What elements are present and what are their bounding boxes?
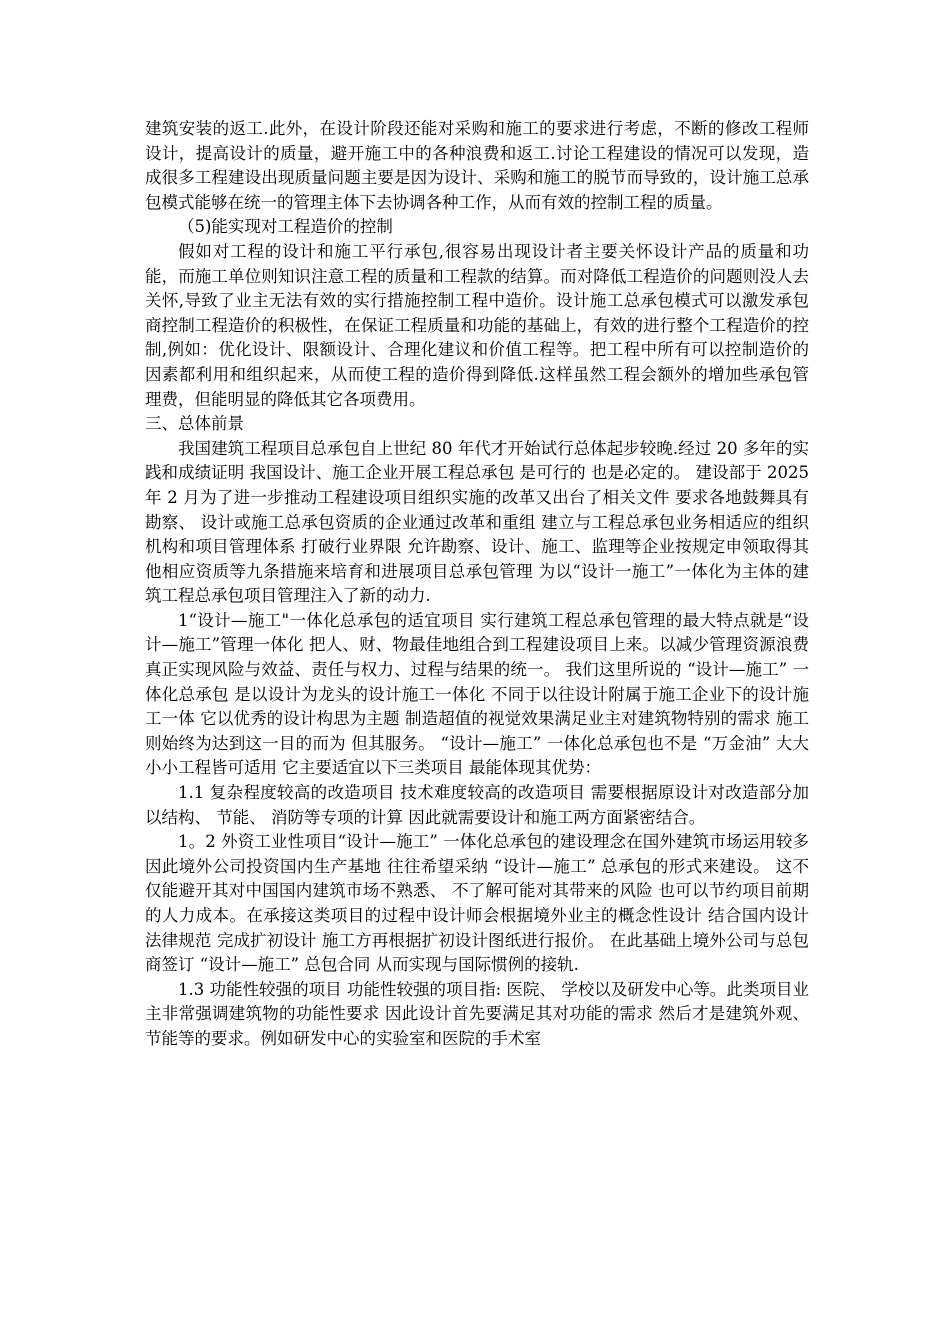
- section-heading-overall-prospect: 三、总体前景: [145, 414, 244, 434]
- paragraph-suitable-projects: 1“设计—施工"一体化总承包的适宜项目 实行建筑工程总承包管理的最大特点就是“设计—施工”管理一体化 把人、财、物最佳地组合到工程建设项目上来。以减少管理资源浪费 真正实现风险与效益、责任与权力、过程与结果的统一。 我们这里所说的 “设计—施工” 一体化总承包 是以设计为龙头的设计施工一体化 不同于以往设计附属于施工企业下的设计施工一体 它以优秀的设计构思为主题 制造超值的视觉效果满足业主对建筑物特别的需求 施工则始终为达到这一目的而为 但其服务。 “设计—施工” 一体化总承包也不是 “万金油” 大大小小工程皆可适用 它主要适宜以下三类项目 最能体现其优势：: [145, 610, 809, 778]
- paragraph-domestic-development: 我国建筑工程项目总承包自上世纪 80 年代才开始试行总体起步较晚.经过 20 多年的实践和成绩证明 我国设计、施工企业开展工程总承包 是可行的 也是必定的。 建设部于 2025 年 2 月为了进一步推动工程建设项目组织实施的改革又出台了相关文件 要求各地鼓舞具有勘察、 设计或施工总承包资质的企业通过改革和重组 建立与工程总承包业务相适应的组织机构和项目管理体系 打破行业界限 允许勘察、设计、施工、监理等企业按规定申领取得其他相应资质等九条措施来培育和进展项目总承包管理 为以“设计一施工”一体化为主体的建筑工程总承包项目管理注入了新的动力.: [145, 438, 809, 606]
- paragraph-functional-projects: 1.3 功能性较强的项目 功能性较强的项目指: 医院、 学校以及研发中心等。此类项目业主非常强调建筑物的功能性要求 因此设计首先要满足其对功能的需求 然后才是建筑外观、 节能等的要求。例如研发中心的实验室和医院的手术室: [145, 979, 809, 1048]
- subheading-cost-control: （5)能实现对工程造价的控制: [178, 217, 393, 237]
- paragraph-renovation-projects: 1.1 复杂程度较高的改造项目 技术难度较高的改造项目 需要根据原设计对改造部分加以结构、 节能、 消防等专项的计算 因此就需要设计和施工两方面紧密结合。: [145, 783, 809, 827]
- document-page: [145, 117, 809, 1052]
- paragraph-foreign-industrial-projects: 1。2 外资工业性项目“设计—施工” 一体化总承包的建设理念在国外建筑市场运用较多 因此境外公司投资国内生产基地 往往希望采纳 “设计—施工” 总承包的形式来建设。 这不仅能避开其对中国国内建筑市场不熟悉、 不了解可能对其带来的风险 也可以节约项目前期的人力成本。在承接这类项目的过程中设计师会根据境外业主的概念性设计 结合国内设计法律规范 完成扩初设计 施工方再根据扩初设计图纸进行报价。 在此基础上境外公司与总包商签订 “设计—施工” 总包合同 从而实现与国际惯例的接轨.: [145, 832, 809, 975]
- paragraph-quality-control: 建筑安装的返工.此外，在设计阶段还能对采购和施工的要求进行考虑，不断的修改工程师设计，提高设计的质量，避开施工中的各种浪费和返工.讨论工程建设的情况可以发现，造成很多工程建设出现质量问题主要是因为设计、采购和施工的脱节而导致的，设计施工总承包模式能够在统一的管理主体下去协调各种工作，从而有效的控制工程的质量。: [145, 119, 809, 212]
- paragraph-cost-control: 假如对工程的设计和施工平行承包,很容易出现设计者主要关怀设计产品的质量和功能，而施工单位则知识注意工程的质量和工程款的结算。而对降低工程造价的问题则没人去关怀,导致了业主无法有效的实行措施控制工程中造价。设计施工总承包模式可以激发承包商控制工程造价的积极性，在保证工程质量和功能的基础上，有效的进行整个工程造价的控制,例如：优化设计、限额设计、合理化建议和价值工程等。把工程中所有可以控制造价的因素都利用和组织起来，从而使工程的造价得到降低.这样虽然工程会额外的增加些承包管理费，但能明显的降低其它各项费用。: [145, 241, 809, 409]
